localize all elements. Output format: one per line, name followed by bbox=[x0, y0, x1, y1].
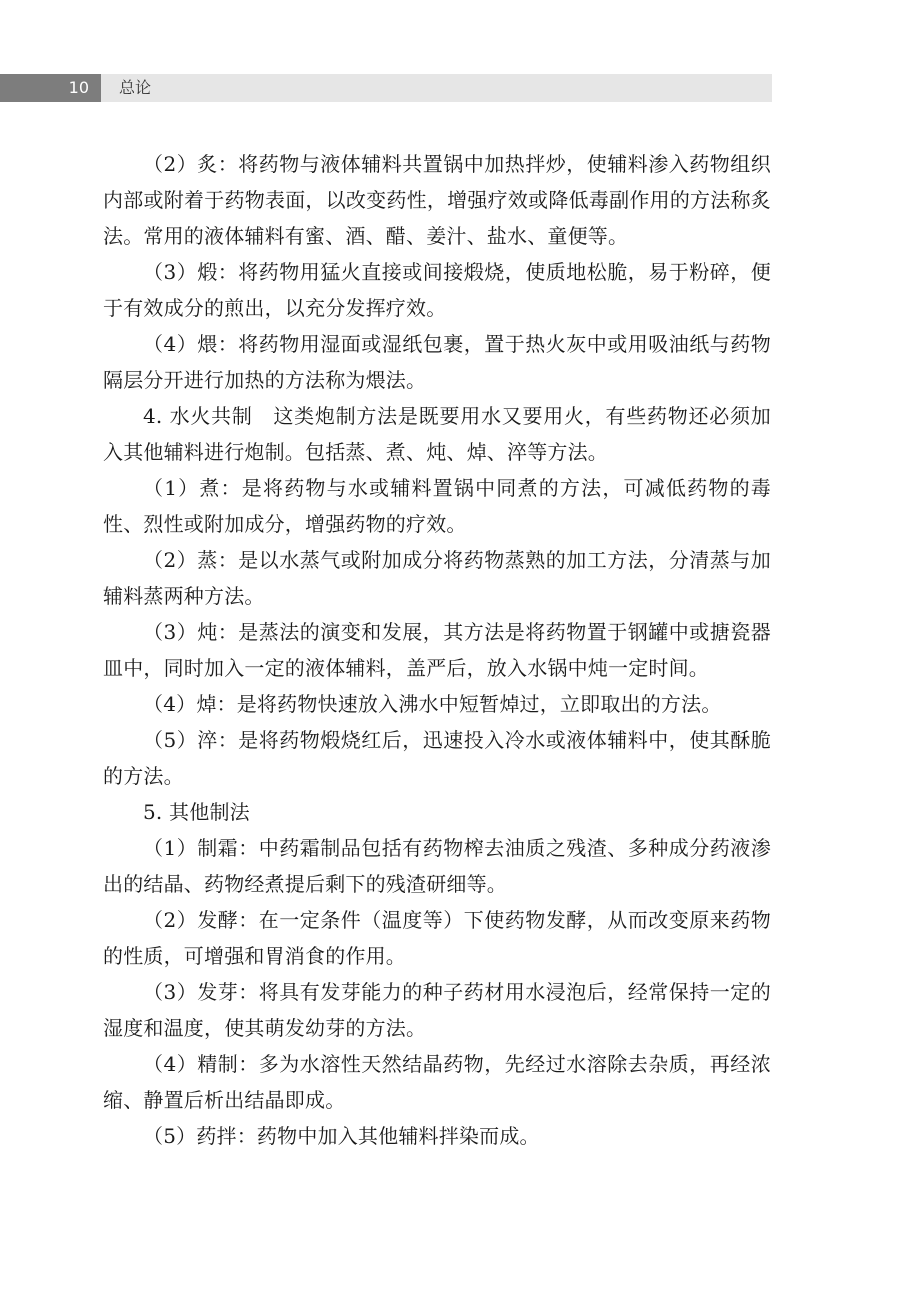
paragraph-wei-fa: （4）煨：将药物用湿面或湿纸包裹，置于热火灰中或用吸油纸与药物隔层分开进行加热的方法称为煨法。 bbox=[103, 332, 771, 392]
paragraph-fa-jiao: （2）发酵：在一定条件（温度等）下使药物发酵，从而改变原来药物的性质，可增强和胃消食的作用。 bbox=[103, 908, 771, 968]
running-header bbox=[0, 74, 772, 102]
paragraph-shui-huo-gong-zhi: 4. 水火共制 这类炮制方法是既要用水又要用火，有些药物还必须加入其他辅料进行炮制。包括蒸、煮、炖、焯、淬等方法。 bbox=[103, 404, 771, 464]
paragraph-zhu-fa: （1）煮：是将药物与水或辅料置锅中同煮的方法，可减低药物的毒性、烈性或附加成分，增强药物的疗效。 bbox=[103, 476, 771, 536]
paragraph-chao-fa: （4）焯：是将药物快速放入沸水中短暂焯过，立即取出的方法。 bbox=[143, 692, 722, 716]
section-title: 总论 bbox=[119, 78, 152, 97]
body-text bbox=[103, 146, 771, 1154]
paragraph-duan-fa: （3）煅：将药物用猛火直接或间接煅烧，使质地松脆，易于粉碎，便于有效成分的煎出，以充分发挥疗效。 bbox=[103, 260, 771, 320]
paragraph-zheng-fa: （2）蒸：是以水蒸气或附加成分将药物蒸熟的加工方法，分清蒸与加辅料蒸两种方法。 bbox=[103, 548, 771, 608]
paragraph-qi-ta-zhi-fa: 5. 其他制法 bbox=[143, 800, 250, 824]
paragraph-zhi-shuang: （1）制霜：中药霜制品包括有药物榨去油质之残渣、多种成分药液渗出的结晶、药物经煮提后剩下的残渣研细等。 bbox=[103, 836, 771, 896]
paragraph-jing-zhi: （4）精制：多为水溶性天然结晶药物，先经过水溶除去杂质，再经浓缩、静置后析出结晶即成。 bbox=[103, 1052, 771, 1112]
paragraph-fa-ya: （3）发芽：将具有发芽能力的种子药材用水浸泡后，经常保持一定的湿度和温度，使其萌发幼芽的方法。 bbox=[103, 980, 771, 1040]
paragraph-yao-ban: （5）药拌：药物中加入其他辅料拌染而成。 bbox=[143, 1124, 540, 1148]
paragraph-cui-fa: （5）淬：是将药物煅烧红后，迅速投入冷水或液体辅料中，使其酥脆的方法。 bbox=[103, 728, 771, 788]
paragraph-dun-fa: （3）炖：是蒸法的演变和发展，其方法是将药物置于钢罐中或搪瓷器皿中，同时加入一定的液体辅料，盖严后，放入水锅中炖一定时间。 bbox=[103, 620, 771, 680]
page-number: 10 bbox=[0, 74, 101, 102]
paragraph-zhi-fa: （2）炙：将药物与液体辅料共置锅中加热拌炒，使辅料渗入药物组织内部或附着于药物表面，以改变药性，增强疗效或降低毒副作用的方法称炙法。常用的液体辅料有蜜、酒、醋、姜汁、盐水、童便等。 bbox=[103, 152, 771, 248]
